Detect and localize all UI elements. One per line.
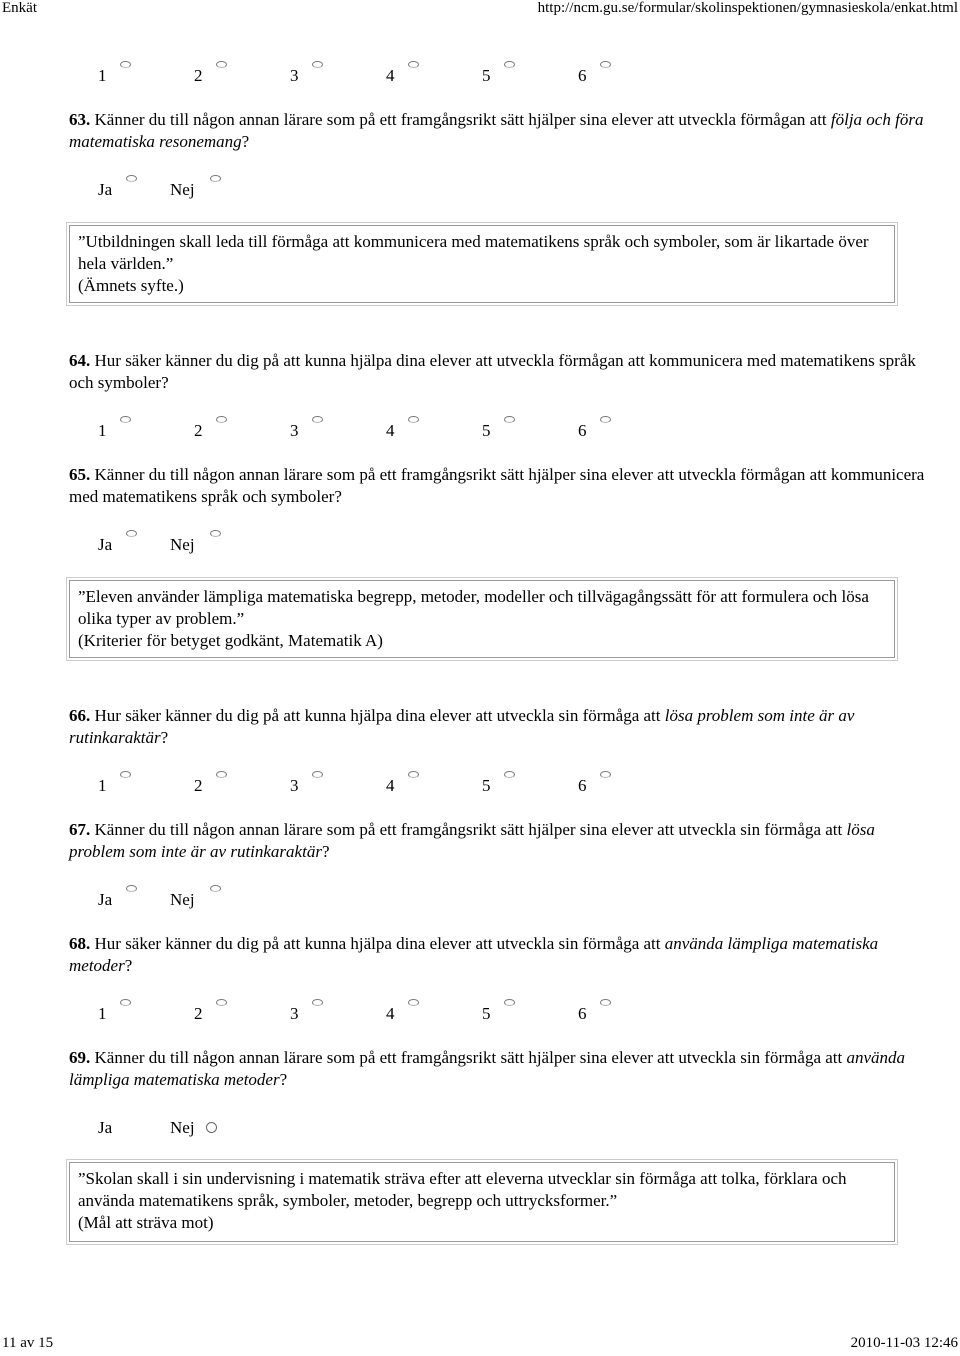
criteria-quote	[69, 580, 895, 658]
rating-option-3[interactable]: 3	[290, 66, 299, 86]
question-number: 63.	[69, 110, 91, 129]
rating-option-1[interactable]: 1	[98, 1004, 107, 1024]
question-63: 63. Känner du till någon annan lärare som på ett framgångsrikt sätt hjälper sina elever att utveckla förmågan att följa och föra matematiska resonemang?	[69, 110, 924, 151]
quote-text: ”Eleven använder lämpliga matematiska begrepp, metoder, modeller och tillvägagångssätt för att formulera och lösa olika typer av problem.”	[78, 587, 869, 628]
rating-option-1[interactable]: 1	[98, 776, 107, 796]
print-footer	[0, 1336, 960, 1356]
question-67: 67. Känner du till någon annan lärare som på ett framgångsrikt sätt hjälper sina elever att utveckla sin förmåga att lösa problem som inte är av rutinkaraktär?	[69, 820, 875, 861]
radio-icon[interactable]	[126, 530, 137, 537]
radio-icon[interactable]	[504, 416, 515, 423]
rating-option-1[interactable]: 1	[98, 66, 107, 86]
radio-icon[interactable]	[408, 999, 419, 1006]
question-64	[69, 350, 929, 394]
rating-option-6[interactable]: 6	[578, 66, 587, 86]
quote-reference: (Ämnets syfte.)	[78, 276, 184, 295]
radio-icon[interactable]	[126, 175, 137, 182]
question-65	[69, 464, 929, 508]
radio-icon[interactable]	[312, 61, 323, 68]
question-number: 67.	[69, 820, 91, 839]
radio-icon[interactable]	[408, 416, 419, 423]
question-text: Hur säker känner du dig på att kunna hjälpa dina elever att utveckla sin förmåga att	[94, 706, 665, 725]
question-text: Känner du till någon annan lärare som på ett framgångsrikt sätt hjälper sina elever att utveckla sin förmåga att	[94, 1048, 847, 1067]
radio-icon[interactable]	[216, 61, 227, 68]
yes-option[interactable]: Ja	[98, 180, 112, 200]
radio-icon[interactable]	[216, 999, 227, 1006]
rating-option-2[interactable]: 2	[194, 1004, 203, 1024]
radio-icon[interactable]	[312, 999, 323, 1006]
radio-icon[interactable]	[210, 175, 221, 182]
radio-icon[interactable]	[210, 530, 221, 537]
radio-icon[interactable]	[504, 999, 515, 1006]
radio-icon[interactable]	[312, 771, 323, 778]
print-header	[0, 0, 960, 20]
print-datetime: 2010-11-03 12:46	[850, 1335, 958, 1351]
page-title: Enkät	[2, 0, 37, 16]
question-number: 65.	[69, 465, 91, 484]
radio-icon[interactable]	[120, 61, 131, 68]
no-option[interactable]: Nej	[170, 180, 195, 200]
radio-icon[interactable]	[600, 61, 611, 68]
radio-icon[interactable]	[312, 416, 323, 423]
rating-option-3[interactable]: 3	[290, 421, 299, 441]
rating-option-5[interactable]: 5	[482, 776, 491, 796]
rating-option-3[interactable]: 3	[290, 776, 299, 796]
yes-option[interactable]: Ja	[98, 1118, 113, 1137]
question-number: 64.	[69, 351, 91, 370]
radio-icon[interactable]	[600, 416, 611, 423]
rating-option-5[interactable]: 5	[482, 66, 491, 86]
question-text: Känner du till någon annan lärare som på ett framgångsrikt sätt hjälper sina elever att utveckla sin förmåga att	[94, 820, 847, 839]
question-69: 69. Känner du till någon annan lärare som på ett framgångsrikt sätt hjälper sina elever att utveckla sin förmåga att använda lämpliga matematiska metoder?	[69, 1048, 906, 1089]
question-66: 66. Hur säker känner du dig på att kunna hjälpa dina elever att utveckla sin förmåga att lösa problem som inte är av rutinkaraktär?	[69, 706, 855, 747]
radio-icon[interactable]	[216, 416, 227, 423]
yes-option[interactable]: Ja	[98, 535, 112, 555]
rating-option-4[interactable]: 4	[386, 776, 395, 796]
rating-option-6[interactable]: 6	[578, 421, 587, 441]
rating-option-2[interactable]: 2	[194, 776, 203, 796]
radio-icon[interactable]	[210, 885, 221, 892]
radio-icon[interactable]	[216, 771, 227, 778]
radio-icon[interactable]	[120, 999, 131, 1006]
radio-icon[interactable]	[504, 61, 515, 68]
radio-icon[interactable]	[600, 999, 611, 1006]
question-text: Hur säker känner du dig på att kunna hjälpa dina elever att utveckla förmågan att kommunicera med matematikens språk och symboler?	[69, 351, 916, 392]
goal-quote	[69, 1162, 895, 1242]
page-counter: 11 av 15	[2, 1335, 54, 1351]
rating-option-1[interactable]: 1	[98, 421, 107, 441]
quote-text: ”Skolan skall i sin undervisning i matematik sträva efter att eleverna utvecklar sin förmåga att tolka, förklara och använda matematikens språk, symboler, metoder, begrepp och uttrycksformer.”	[78, 1169, 847, 1210]
rating-option-5[interactable]: 5	[482, 1004, 491, 1024]
radio-icon[interactable]	[120, 771, 131, 778]
radio-icon[interactable]	[504, 771, 515, 778]
rating-option-4[interactable]: 4	[386, 66, 395, 86]
question-number: 68.	[69, 934, 91, 953]
question-number: 69.	[69, 1048, 91, 1067]
radio-icon[interactable]	[600, 771, 611, 778]
rating-option-4[interactable]: 4	[386, 421, 395, 441]
radio-icon[interactable]	[206, 1122, 217, 1133]
rating-option-5[interactable]: 5	[482, 421, 491, 441]
quote-text: ”Utbildningen skall leda till förmåga att kommunicera med matematikens språk och symboler, som är likartade över hela världen.”	[78, 232, 869, 273]
rating-option-2[interactable]: 2	[194, 66, 203, 86]
rating-option-4[interactable]: 4	[386, 1004, 395, 1024]
question-text: Känner du till någon annan lärare som på ett framgångsrikt sätt hjälper sina elever att utveckla förmågan att	[94, 110, 831, 129]
question-emphasis: använda lämpliga matematiska metoder	[69, 934, 879, 975]
quote-reference: (Kriterier för betyget godkänt, Matematik A)	[78, 631, 383, 650]
no-option[interactable]: Nej	[170, 1118, 195, 1138]
rating-option-3[interactable]: 3	[290, 1004, 299, 1024]
radio-icon[interactable]	[408, 771, 419, 778]
question-emphasis: följa och föra matematiska resonemang	[69, 110, 924, 151]
question-text: Känner du till någon annan lärare som på ett framgångsrikt sätt hjälper sina elever att utveckla förmågan att kommunicera med matematikens språk och symboler?	[69, 465, 925, 506]
curriculum-quote	[69, 225, 895, 303]
radio-icon[interactable]	[408, 61, 419, 68]
question-68: 68. Hur säker känner du dig på att kunna hjälpa dina elever att utveckla sin förmåga att använda lämpliga matematiska metoder?	[69, 934, 879, 975]
radio-icon[interactable]	[120, 416, 131, 423]
rating-option-6[interactable]: 6	[578, 776, 587, 796]
question-emphasis: lösa problem som inte är av rutinkaraktär	[69, 820, 875, 861]
page-url[interactable]: http://ncm.gu.se/formular/skolinspektionen/gymnasieskola/enkat.html	[537, 0, 958, 16]
radio-icon[interactable]	[126, 885, 137, 892]
rating-option-2[interactable]: 2	[194, 421, 203, 441]
question-emphasis: lösa problem som inte är av rutinkaraktär	[69, 706, 855, 747]
question-number: 66.	[69, 706, 91, 725]
rating-option-6[interactable]: 6	[578, 1004, 587, 1024]
no-option[interactable]: Nej	[170, 535, 195, 555]
question-emphasis: använda lämpliga matematiska metoder	[69, 1048, 906, 1089]
quote-reference: (Mål att sträva mot)	[78, 1213, 214, 1232]
yes-option[interactable]: Ja	[98, 890, 112, 910]
no-option[interactable]: Nej	[170, 890, 195, 910]
question-text: Hur säker känner du dig på att kunna hjälpa dina elever att utveckla sin förmåga att	[94, 934, 665, 953]
